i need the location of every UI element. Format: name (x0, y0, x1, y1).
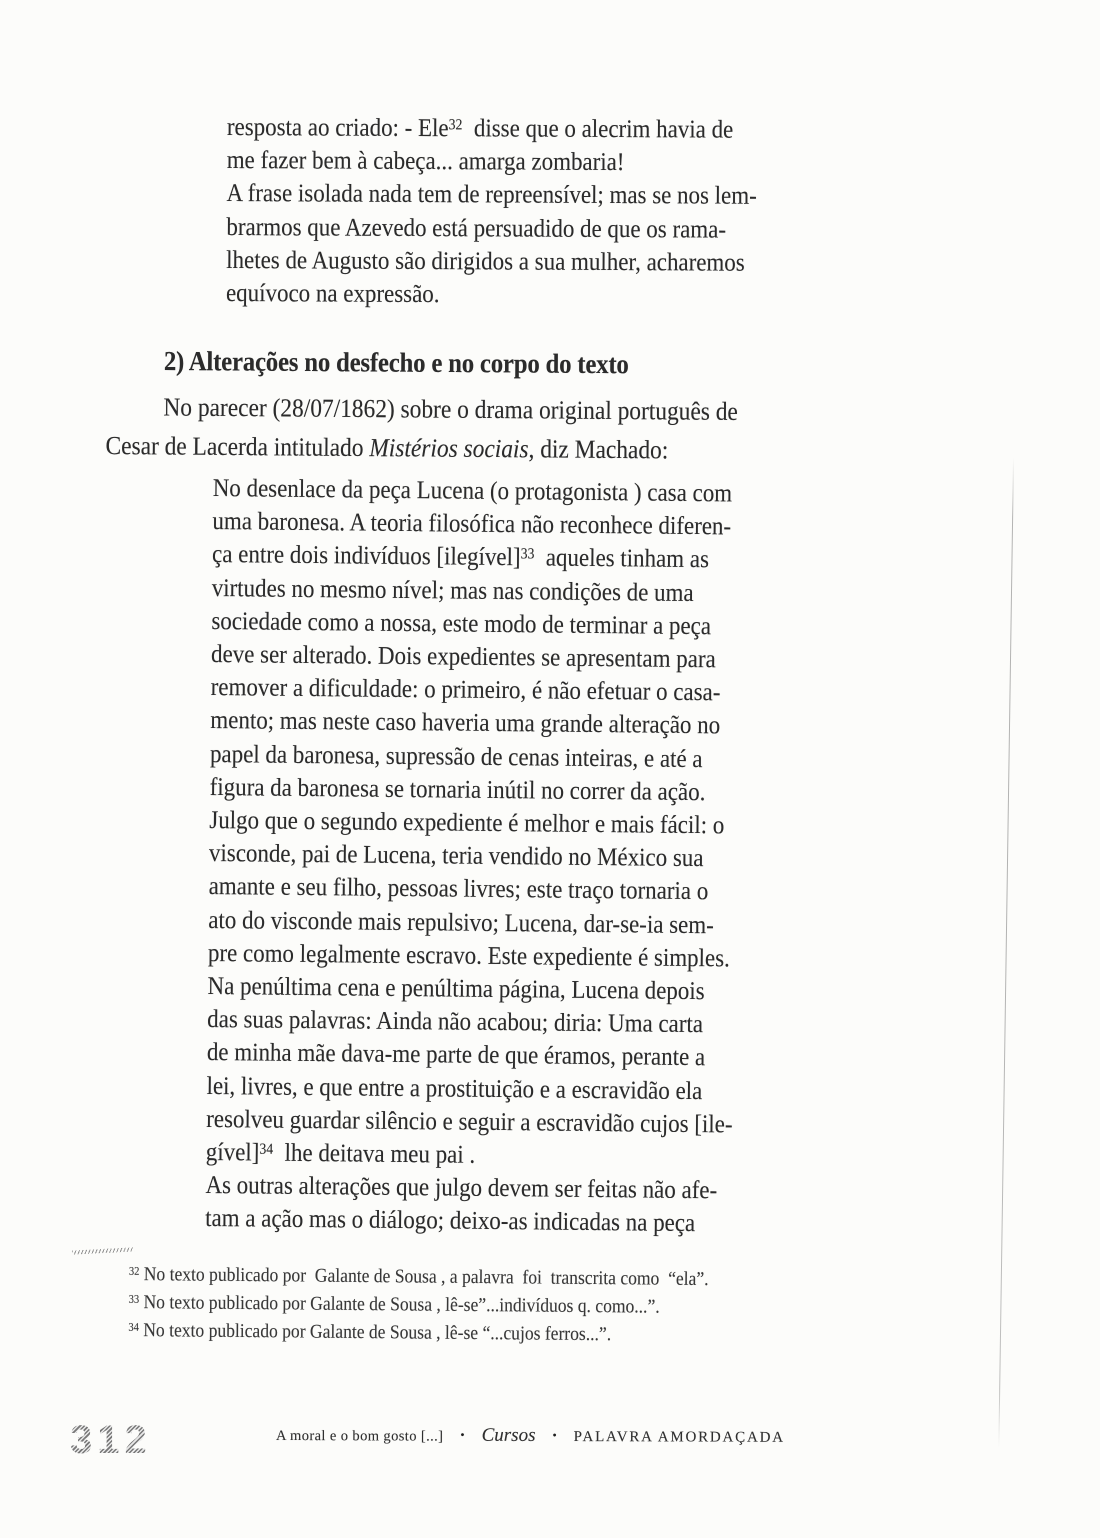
text-line: lei, livres, e que entre a prostituição e a escravidão ela (206, 1070, 703, 1105)
footnote-separator-squiggle (72, 1247, 134, 1254)
text-line: ato do visconde mais repulsivo; Lucena, dar-se-ia sem- (208, 904, 714, 939)
text-line: resposta ao criado: - Ele$^{32}$ disse que o alecrim havia de (226, 111, 734, 144)
page-number: 312 (70, 1418, 152, 1462)
text-line: uma baronesa. A teoria filosófica não reconhece diferen- (212, 506, 732, 541)
text-line: deve ser alterado. Dois expedientes se apresentam para (210, 639, 716, 674)
text-line: das suas palavras: Ainda não acabou; diria: Uma carta (207, 1004, 704, 1039)
section-heading: 2) Alterações no desfecho e no corpo do texto (163, 345, 629, 380)
text-line: Na penúltima cena e penúltima página, Lucena depois (207, 971, 705, 1006)
machado-report-quote (205, 471, 913, 1242)
text-line: tam a ação mas o diálogo; deixo-as indicadas na peça (205, 1203, 696, 1238)
text-line: Julgo que o segundo expediente é melhor e mais fácil: o (209, 805, 725, 840)
text-line: visconde, pai de Lucena, teria vendido no México sua (208, 838, 704, 873)
intro-paragraph (105, 388, 1006, 472)
text-line: equívoco na expressão. (225, 278, 440, 309)
text-line: Cesar de Lacerda intitulado Mistérios sociais, diz Machado: (105, 430, 669, 464)
running-footer (276, 1424, 785, 1448)
text-line: gível]$^{34}$ lhe deitava meu pai . (205, 1137, 476, 1169)
text-line: mento; mas neste caso haveria uma grande alteração no (210, 705, 721, 740)
text-line: amante e seu filho, pessoas livres; este traço tornaria o (208, 871, 709, 906)
text-line: pre como legalmente escravo. Este expediente é simples. (207, 937, 730, 973)
opening-excerpt-quote (226, 110, 907, 313)
footnotes-block (128, 1261, 889, 1352)
text-line: No parecer (28/07/1862) sobre o drama original português de (163, 392, 738, 426)
scan-artifact-line (998, 458, 1014, 1448)
text-line: papel da baronesa, supressão de cenas inteiras, e até a (209, 738, 703, 773)
text-line: resolveu guardar silêncio e seguir a escravidão cujos [ile- (206, 1103, 733, 1139)
series-title: Cursos (481, 1424, 536, 1446)
text-line: de minha mãe dava-me parte de que éramos, perante a (206, 1037, 706, 1072)
text-line: brarmos que Azevedo está persuadido de que os rama- (226, 211, 727, 244)
text-line: $^{33}$ No texto publicado por Galante de Sousa , lê-se”...indivíduos q. como...”. (128, 1292, 660, 1318)
footer-bullet-icon: • (460, 1427, 465, 1442)
text-line: As outras alterações que julgo devem ser feitas não afe- (205, 1170, 718, 1205)
text-line: figura da baronesa se tornaria inútil no correr da ação. (209, 771, 706, 807)
text-line: $^{32}$ No texto publicado por Galante de Sousa , a palavra foi transcrita como “ela”. (128, 1264, 709, 1291)
text-line: A frase isolada nada tem de repreensível; mas se nos lem- (226, 178, 757, 211)
footer-bullet-icon: • (552, 1427, 557, 1442)
text-line: remover a dificuldade: o primeiro, é não efetuar o casa- (210, 672, 721, 707)
text-line: ça entre dois indivíduos [ilegível]$^{33}$ aqueles tinham as (211, 539, 710, 574)
collection-title: PALAVRA AMORDAÇADA (573, 1429, 785, 1446)
text-line: $^{34}$ No texto publicado por Galante de Sousa , lê-se “...cujos ferros...”. (128, 1320, 612, 1346)
text-line: No desenlace da peça Lucena (o protagonista ) casa com (212, 472, 733, 508)
text-line: virtudes no mesmo nível; mas nas condições de uma (211, 572, 694, 607)
text-line: me fazer bem à cabeça... amarga zombaria! (226, 145, 625, 177)
running-title: A moral e o bom gosto [...] (275, 1428, 444, 1445)
text-line: sociedade como a nossa, este modo de terminar a peça (211, 605, 712, 641)
text-line: lhetes de Augusto são dirigidos a sua mulher, acharemos (226, 244, 745, 277)
